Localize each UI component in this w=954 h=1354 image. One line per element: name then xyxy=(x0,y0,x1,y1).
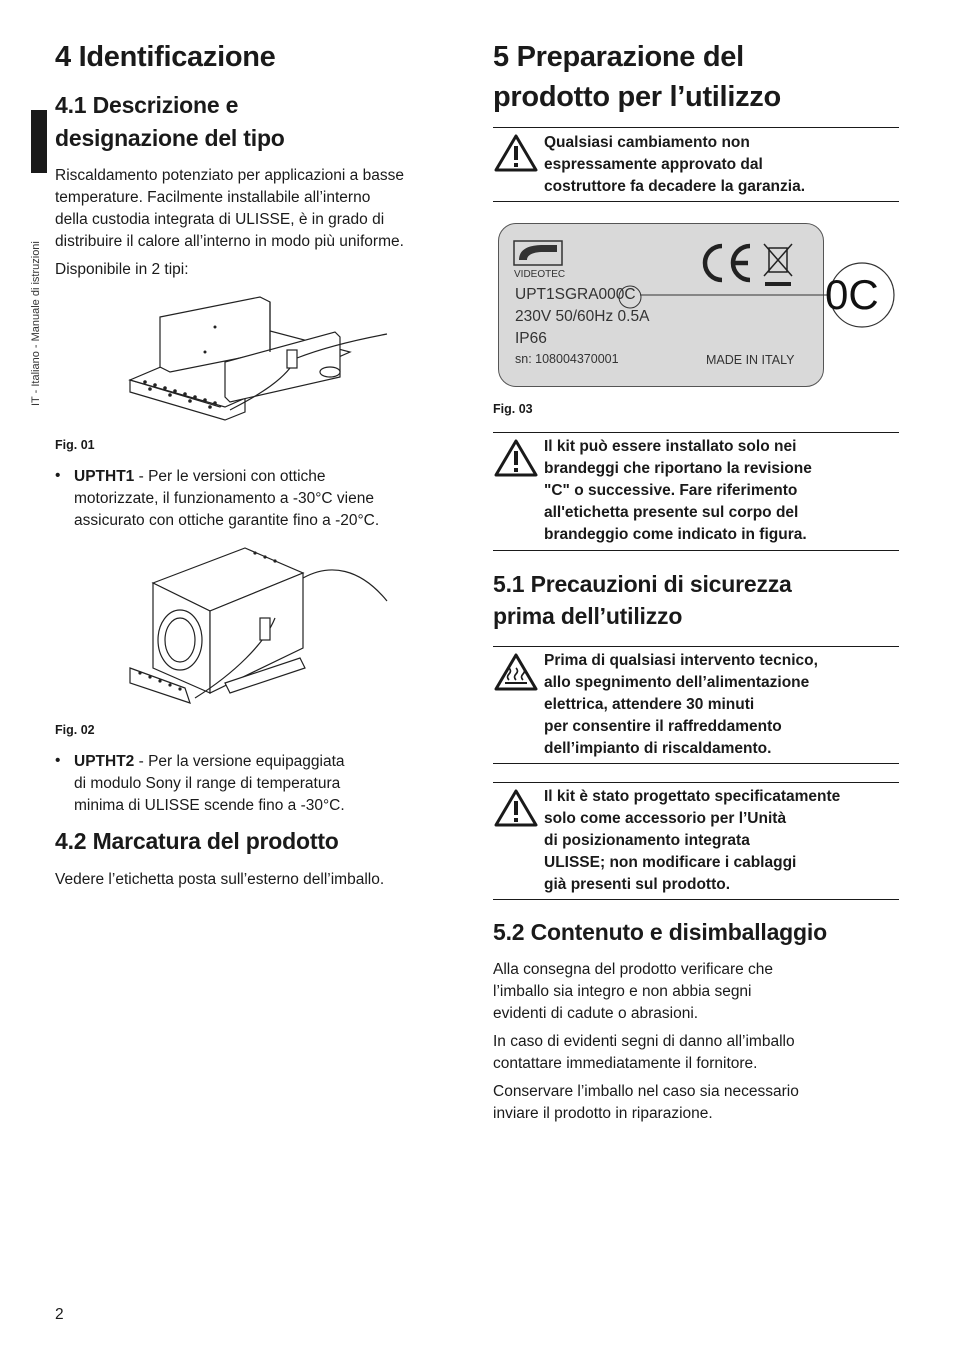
para-line: evidenti di cadute o abrasioni. xyxy=(493,1005,699,1022)
available-types: Disponibile in 2 tipi: xyxy=(55,261,189,278)
plate-power: 230V 50/60Hz 0.5A xyxy=(515,308,650,325)
para-line: inviare il prodotto in riparazione. xyxy=(493,1105,713,1122)
para-line: temperature. Facilmente installabile all’interno xyxy=(55,189,371,206)
plate-model: UPT1SGRA000C xyxy=(515,286,636,303)
bullet-text: - Per le versioni con ottiche xyxy=(134,468,326,485)
warning-triangle-icon xyxy=(493,438,539,478)
section-42-paragraph: Vedere l’etichetta posta sull’esterno dell’imballo. xyxy=(55,871,385,888)
videotec-logo-text: VIDEOTEC xyxy=(514,269,566,280)
warning-text: Il kit può essere installato solo nei brandeggi che riportano la revisione "C" o successive. Fare riferimento all'etichetta presente sul corpo del brandeggio come indicato in figura. xyxy=(544,438,812,543)
warning-text: Qualsiasi cambiamento non espressamente approvato dal costruttore fa decadere la garanzia. xyxy=(544,134,806,195)
bullet-text: - Per la versione equipaggiata xyxy=(134,753,345,770)
plate-made-in: MADE IN ITALY xyxy=(706,353,795,367)
bullet-dot: • xyxy=(55,752,61,769)
warning-box xyxy=(493,782,899,900)
bullet-text: motorizzate, il funzionamento a -30°C viene xyxy=(74,490,374,507)
hot-surface-icon xyxy=(493,652,539,692)
section-52-paragraph-3 xyxy=(493,1081,893,1125)
warning-triangle-icon xyxy=(493,788,539,828)
hot-surface-warning-box xyxy=(493,646,899,764)
fig03-caption: Fig. 03 xyxy=(493,402,533,416)
fig01-caption: Fig. 01 xyxy=(55,438,95,452)
fig01-heater-illustration xyxy=(125,292,390,425)
section-5-title-line1: 5 Preparazione del xyxy=(493,41,744,73)
fig02-heater-illustration xyxy=(125,543,390,713)
bullet-text: di modulo Sony il range di temperatura xyxy=(74,775,341,792)
para-line: distribuire il calore all’interno in modo più uniforme. xyxy=(55,233,404,250)
videotec-logo xyxy=(513,240,567,280)
section-5-title-line2: prodotto per l’utilizzo xyxy=(493,81,781,113)
plate-ip: IP66 xyxy=(515,330,547,347)
section-4-title: 4 Identificazione xyxy=(55,41,276,73)
bullet-uptht2 xyxy=(74,751,454,817)
section-52-paragraph-2 xyxy=(493,1031,893,1075)
bullet-text: assicurato con ottiche garantite fino a -20°C. xyxy=(74,512,380,529)
section-41-title-line1: 4.1 Descrizione e xyxy=(55,92,239,118)
para-line: Riscaldamento potenziato per applicazioni a basse xyxy=(55,167,404,184)
bullet-term: UPTHT1 xyxy=(74,468,135,485)
warning-box xyxy=(493,432,899,551)
section-41-title-line2: designazione del tipo xyxy=(55,125,285,151)
sidebar-label: IT - Italiano - Manuale di istruzioni xyxy=(30,241,42,406)
para-line: della custodia integrata di ULISSE, è in grado di xyxy=(55,211,385,228)
warning-text: Il kit è stato progettato specificatamente solo come accessorio per l’Unità di posizionamento integrata ULISSE; non modificare i cablaggi già presenti sul prodotto. xyxy=(544,788,841,893)
warning-triangle-icon xyxy=(493,133,539,173)
section-52-title: 5.2 Contenuto e disimballaggio xyxy=(493,919,827,945)
para-line: Conservare l’imballo nel caso sia necessario xyxy=(493,1083,799,1100)
bullet-uptht1 xyxy=(74,466,454,532)
bullet-text: minima di ULISSE scende fino a -30°C. xyxy=(74,797,345,814)
sidebar-marker xyxy=(31,110,47,173)
fig02-caption: Fig. 02 xyxy=(55,723,95,737)
para-line: l’imballo sia integro e non abbia segni xyxy=(493,983,752,1000)
section-42-title: 4.2 Marcatura del prodotto xyxy=(55,828,339,854)
page-number: 2 xyxy=(55,1306,64,1323)
plate-serial: sn: 108004370001 xyxy=(515,352,619,366)
section-51-title-line1: 5.1 Precauzioni di sicurezza xyxy=(493,571,792,597)
section-51-title-line2: prima dell’utilizzo xyxy=(493,603,683,629)
warning-box xyxy=(493,127,899,202)
para-line: contattare immediatamente il fornitore. xyxy=(493,1055,758,1072)
bullet-term: UPTHT2 xyxy=(74,753,135,770)
para-line: In caso di evidenti segni di danno all’imballo xyxy=(493,1033,795,1050)
section-41-paragraph xyxy=(55,165,455,253)
bullet-dot: • xyxy=(55,467,61,484)
para-line: Alla consegna del prodotto verificare che xyxy=(493,961,774,978)
warning-text: Prima di qualsiasi intervento tecnico, allo spegnimento dell’alimentazione elettrica, attendere 30 minuti per consentire il raffreddamento dell’impianto di riscaldamento. xyxy=(544,652,818,757)
section-52-paragraph-1 xyxy=(493,959,893,1025)
revision-zoom-text: 0C xyxy=(825,271,879,318)
